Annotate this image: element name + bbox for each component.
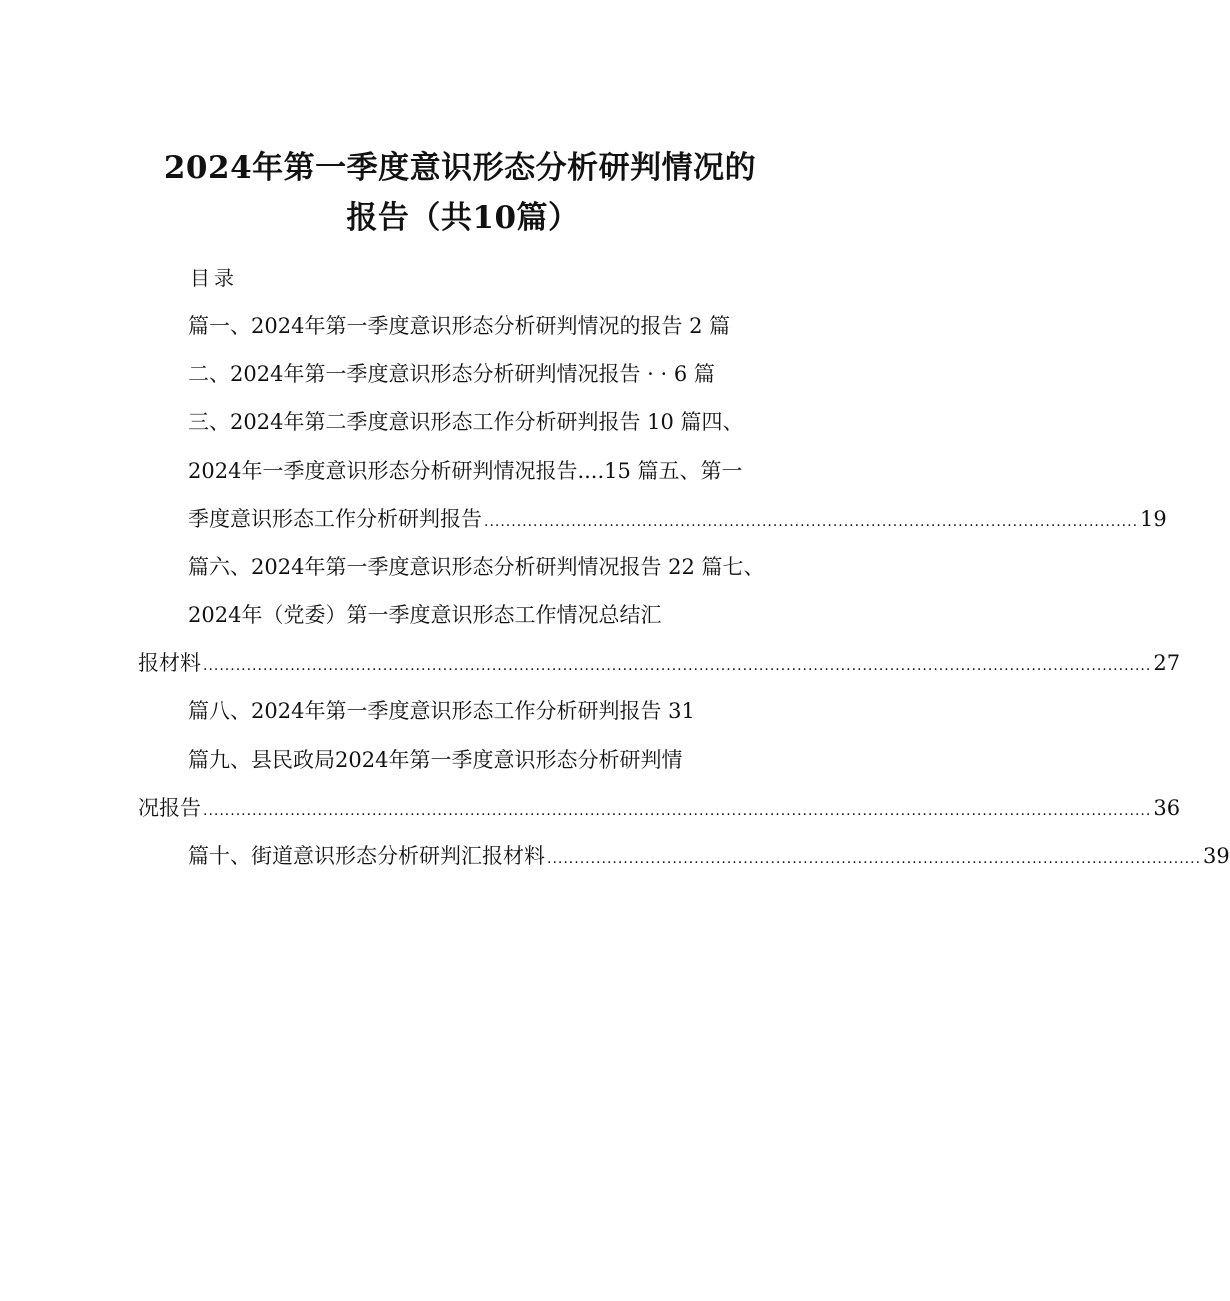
- toc-entry-page: 39: [1203, 844, 1230, 868]
- toc-heading: 目录: [190, 266, 238, 290]
- toc-entry: [138, 794, 1181, 825]
- toc-leader-dots: ........................................................................................................................: [484, 514, 1139, 530]
- toc-entry: 2024年（党委）第一季度意识形态工作情况总结汇: [188, 603, 662, 627]
- toc-leader-dots: ..............................................................................................................................................................................: [203, 803, 1152, 819]
- toc-entry-text: 篇十、街道意识形态分析研判汇报材料: [188, 844, 545, 868]
- toc-entry: 篇一、2024年第一季度意识形态分析研判情况的报告 2 篇: [188, 314, 731, 338]
- toc-entry: [138, 649, 1181, 680]
- toc-entry: 篇八、2024年第一季度意识形态工作分析研判报告 31: [188, 699, 695, 723]
- toc-entry-text: 报材料: [138, 651, 201, 675]
- toc-entry: 二、2024年第一季度意识形态分析研判情况报告 · · 6 篇: [188, 362, 715, 386]
- toc-leader-dots: ........................................................................................................................: [547, 851, 1202, 867]
- toc-entry-page: 19: [1140, 507, 1167, 531]
- document-title-line-2: 报告（共10篇）: [346, 200, 580, 236]
- toc-entry: 篇九、县民政局2024年第一季度意识形态分析研判情: [188, 748, 683, 772]
- toc-entry: 2024年一季度意识形态分析研判情况报告....15 篇五、第一: [188, 459, 743, 483]
- toc-entry: 篇六、2024年第一季度意识形态分析研判情况报告 22 篇七、: [188, 555, 765, 579]
- toc-entry: [188, 505, 1167, 536]
- toc-leader-dots: ..............................................................................................................................................................................: [203, 658, 1152, 674]
- toc-entry-text: 季度意识形态工作分析研判报告: [188, 507, 482, 531]
- document-title-line-1: 2024年第一季度意识形态分析研判情况的: [163, 150, 757, 186]
- toc-entry: 三、2024年第二季度意识形态工作分析研判报告 10 篇四、: [188, 410, 744, 434]
- toc-entry-page: 36: [1153, 796, 1181, 820]
- toc-entry: [188, 842, 1230, 873]
- toc-entry-text: 况报告: [138, 796, 201, 820]
- toc-entry-page: 27: [1153, 651, 1181, 675]
